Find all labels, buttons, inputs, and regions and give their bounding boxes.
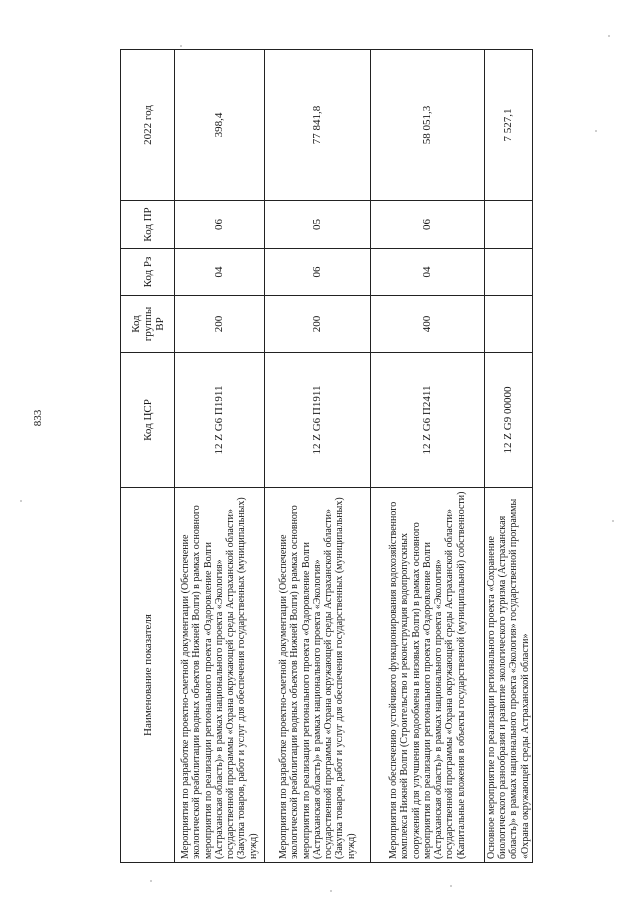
- scan-speck: [608, 35, 610, 37]
- header-pr-code: Код ПР: [121, 201, 175, 249]
- row-value: 58 051,3: [371, 50, 485, 201]
- table-row: [485, 50, 533, 863]
- header-vr-code: Код группы ВР: [121, 296, 175, 353]
- row-rz-code: 06: [265, 249, 371, 296]
- scan-speck: [330, 890, 332, 892]
- header-name: Наименование показателя: [121, 488, 175, 863]
- table-header-row: [121, 50, 175, 863]
- row-pr-code: 06: [371, 201, 485, 249]
- header-year: 2022 год: [121, 50, 175, 201]
- table-row: [371, 50, 485, 863]
- row-pr-code: [485, 201, 533, 249]
- scan-speck: [20, 500, 22, 502]
- row-rz-code: [485, 249, 533, 296]
- row-value: 398,4: [175, 50, 265, 201]
- header-rz-code: Код Рз: [121, 249, 175, 296]
- scan-speck: [180, 45, 182, 47]
- header-csr-code: Код ЦСР: [121, 353, 175, 488]
- row-csr-code: 12 Z G6 П1911: [265, 353, 371, 488]
- table-row: [175, 50, 265, 863]
- row-vr-code: 200: [265, 296, 371, 353]
- row-rz-code: 04: [175, 249, 265, 296]
- row-vr-code: [485, 296, 533, 353]
- budget-table: [120, 49, 533, 863]
- row-name: Мероприятия по разработке проектно-сметной документации (Обеспечение экологической реабилитации водных объектов Нижней Волги) в рамках основного мероприятия по реализации регионального проекта «Оздоровление Волги (Астраханская область)» в рамках национального проекта «Экология» государственной программы «Охрана окружающей среды Астраханской области» (Закупка товаров, работ и услуг для обеспечения государственных (муниципальных) нужд): [175, 488, 265, 863]
- row-name: Мероприятия по обеспечению устойчивого функционирования водохозяйственного комплекса Нижней Волги (Строительство и реконструкция водопропускных сооружений для улучшения водообмена в низовьях Волги) в рамках основного мероприятия по реализации регионального проекта «Оздоровление Волги (Астраханская область)» в рамках национального проекта «Экология» государственной программы «Охрана окружающей среды Астраханской области» (Капитальные вложения в объекты государственной (муниципальной) собственности): [371, 488, 485, 863]
- row-rz-code: 04: [371, 249, 485, 296]
- row-pr-code: 05: [265, 201, 371, 249]
- page-number: 833: [32, 409, 44, 427]
- scan-speck: [612, 520, 614, 522]
- row-vr-code: 200: [175, 296, 265, 353]
- scan-speck: [595, 130, 597, 132]
- rotated-page-content: [120, 50, 530, 863]
- row-value: 7 527,1: [485, 50, 533, 201]
- row-vr-code: 400: [371, 296, 485, 353]
- row-csr-code: 12 Z G9 00000: [485, 353, 533, 488]
- scan-speck: [150, 880, 152, 882]
- row-name: Основное мероприятие по реализации регионального проекта «Сохранение биологического разнообразия и развитие экологического туризма (Астраханская область)» в рамках национального проекта «Экология» государственной программы «Охрана окружающей среды Астраханской области»: [485, 488, 533, 863]
- row-pr-code: 06: [175, 201, 265, 249]
- scan-speck: [450, 885, 452, 887]
- table-wrapper: [120, 50, 530, 863]
- row-csr-code: 12 Z G6 П2411: [371, 353, 485, 488]
- row-name: Мероприятия по разработке проектно-сметной документации (Обеспечение экологической реабилитации водных объектов Нижней Волги) в рамках основного мероприятия по реализации регионального проекта «Оздоровление Волги (Астраханская область)» в рамках национального проекта «Экология» государственной программы «Охрана окружающей среды Астраханской области» (Закупка товаров, работ и услуг для обеспечения государственных (муниципальных) нужд): [265, 488, 371, 863]
- table-row: [265, 50, 371, 863]
- row-csr-code: 12 Z G6 П1911: [175, 353, 265, 488]
- row-value: 77 841,8: [265, 50, 371, 201]
